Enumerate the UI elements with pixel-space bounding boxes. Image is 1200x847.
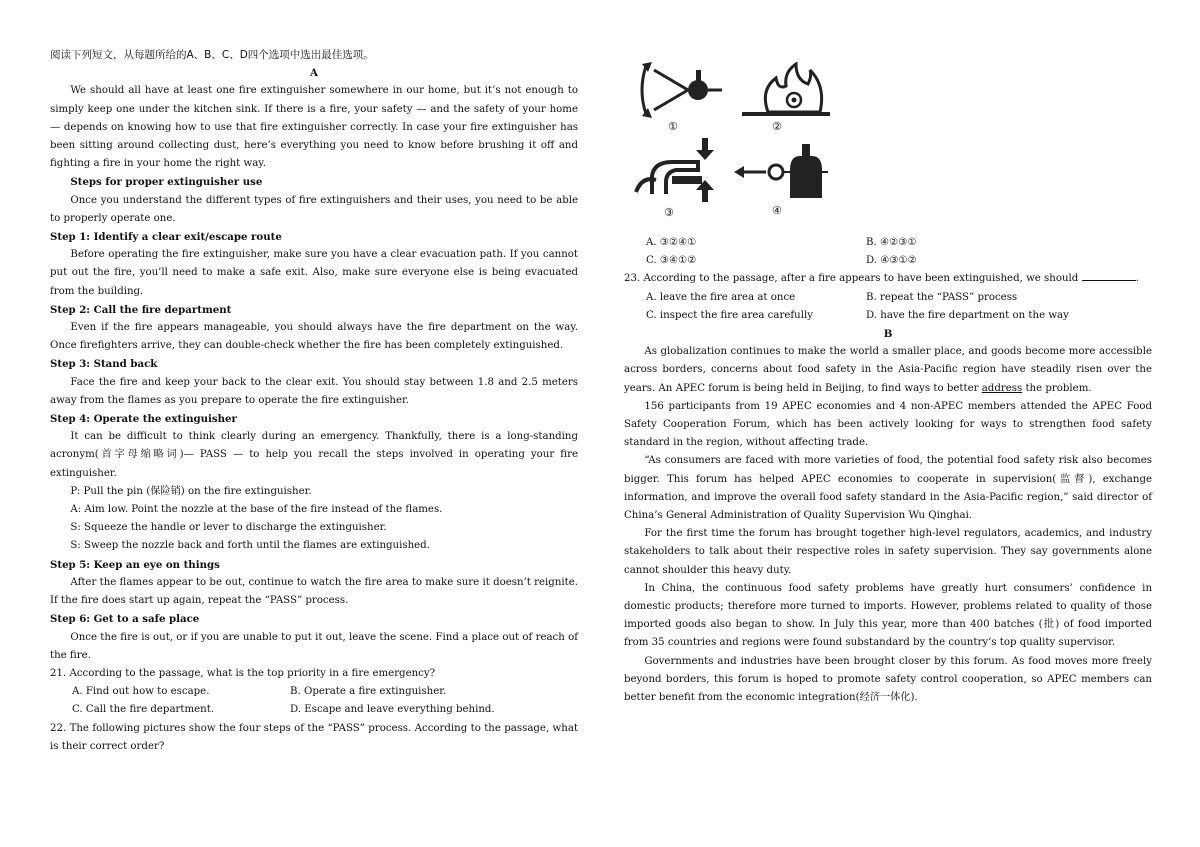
passage-b-para2: 156 participants from 19 APEC economies and 4 non-APEC members attended the APEC Food Safety Cooperation Forum, which has been actively looking for ways to strengthen food safety standard in the region, without affecting trade. bbox=[624, 400, 1152, 449]
passage-a-subtitle: Steps for proper extinguisher use bbox=[70, 176, 263, 189]
step3-text: Face the fire and keep your back to the clear exit. You should stay between 1.8 and 2.5 meters away from the flames as you prepare to operate the fire extinguisher. bbox=[50, 376, 578, 406]
q23-stem-text: 23. According to the passage, after a fire appears to have been extinguished, we should bbox=[624, 273, 1079, 285]
pass-s1: S: Squeeze the handle or lever to discharge the extinguisher. bbox=[70, 522, 387, 534]
step6-title: Step 6: Get to a safe place bbox=[50, 613, 200, 626]
q21-option-d[interactable]: D. Escape and leave everything behind. bbox=[290, 704, 495, 716]
passage-a-para1: We should all have at least one fire extinguisher somewhere in our home, but it’s not enough to simply keep one under the kitchen sink. If there is a fire, your safety — and the safety of your home — depends on knowing how to use that fire extinguisher correctly. In case your fire extinguisher has been sitting around collecting dust, here’s everything you need to know before brushing it off and fighting a fire in your home the right way. bbox=[50, 85, 578, 170]
passage-b-para1-start: As globalization continues to make the world a smaller place, and goods become more accessible across borders, concerns about food safety in the Asia-Pacific region have steadily risen over the years. An APEC forum is being held in Beijing, to find ways to better bbox=[624, 346, 1152, 394]
passage-b-para3: “As consumers are faced with more varieties of food, the potential food safety risk also becomes bigger. This forum has helped APEC economies to cooperate in supervision(监督), exchange information, and improve the overall food safety standard in the Asia-Pacific region,” said director of China’s General Administration of Quality Supervision Wu Qinghai. bbox=[624, 455, 1152, 522]
pass-s2: S: Sweep the nozzle back and forth until the flames are extinguished. bbox=[70, 540, 430, 552]
step4-title: Step 4: Operate the extinguisher bbox=[50, 413, 237, 426]
right-column bbox=[624, 58, 1152, 707]
q22-option-b[interactable]: B. ④②③① bbox=[866, 237, 917, 248]
passage-a-para2: Once you understand the different types of fire extinguishers and their uses, you need to be able to properly operate one. bbox=[50, 194, 578, 224]
step1-text: Before operating the fire extinguisher, make sure you have a clear evacuation path. If you cannot put out the fire, you’ll need to make a safe exit. Also, make sure everyone else is being evacuated from the building. bbox=[50, 249, 578, 297]
q21-option-b[interactable]: B. Operate a fire extinguisher. bbox=[290, 686, 447, 698]
sweep-picture bbox=[636, 58, 726, 120]
q22-options bbox=[624, 234, 1152, 270]
pass-pictures bbox=[624, 58, 1152, 230]
underlined-word: address bbox=[981, 382, 1023, 394]
step5-text: After the flames appear to be out, continue to watch the fire area to make sure it doesn’t reignite. If the fire does start up again, repeat the “PASS” process. bbox=[50, 576, 578, 607]
passage-b-para1 bbox=[624, 343, 1152, 398]
step1-title: Step 1: Identify a clear exit/escape route bbox=[50, 231, 282, 244]
q23-options bbox=[624, 289, 1152, 325]
pic-label-3: ③ bbox=[664, 206, 674, 219]
passage-b-para5: In China, the continuous food safety problems have greatly hurt consumers’ confidence in domestic products; therefore more turned to imports. However, problems related to quality of those imported goods also began to show. In July this year, more than 400 batches (批) of food imported from 35 countries and regions were found substandard by the country’s top quality supervisor. bbox=[624, 582, 1152, 649]
q23-option-b[interactable]: B. repeat the “PASS” process bbox=[866, 291, 1018, 303]
passage-b-para6: Governments and industries have been brought closer by this forum. As food moves more freely beyond borders, this forum is hoped to promote safety control cooperation, so APEC members can better benefit from the economic integration(经济一体化). bbox=[624, 655, 1152, 704]
q21-option-c[interactable]: C. Call the fire department. bbox=[72, 704, 215, 716]
squeeze-picture bbox=[632, 136, 724, 206]
q22-option-c[interactable]: C. ③④①② bbox=[646, 255, 697, 267]
pic-label-2: ② bbox=[772, 120, 782, 133]
q23-option-c[interactable]: C. inspect the fire area carefully bbox=[646, 309, 813, 321]
q23-option-d[interactable]: D. have the fire department on the way bbox=[866, 309, 1069, 321]
q23-option-a[interactable]: A. leave the fire area at once bbox=[646, 291, 796, 303]
q23-stem: 23. According to the passage, after a fire appears to have been extinguished, we should . bbox=[624, 270, 1152, 288]
step4-text: It can be difficult to think clearly during an emergency. Thankfully, there is a long-standing acronym(首字母缩略词)— PASS — to help you recall the steps involved in operating your fire extinguisher. bbox=[50, 431, 578, 479]
q22-option-d[interactable]: D. ④③①② bbox=[866, 255, 917, 267]
pull-pin-picture bbox=[732, 142, 832, 202]
passage-b-letter: B bbox=[883, 328, 893, 341]
q22-stem: 22. The following pictures show the four steps of the “PASS” process. According to the passage, what is their correct order? bbox=[50, 722, 578, 752]
pic-label-4: ④ bbox=[772, 204, 782, 217]
passage-b-para1-end: the problem. bbox=[1022, 382, 1092, 394]
step3-title: Step 3: Stand back bbox=[50, 358, 158, 371]
left-column bbox=[50, 46, 578, 756]
flame-picture bbox=[738, 62, 834, 120]
passage-b-para4: For the first time the forum has brought together high-level regulators, academics, and industry stakeholders to talk about their respective roles in safety supervision. They say governments alone cannot shoulder this heavy duty. bbox=[624, 528, 1152, 576]
q23-blank bbox=[1082, 270, 1136, 281]
passage-a-letter: A bbox=[310, 67, 318, 80]
q22-option-a[interactable]: A. ③②④① bbox=[646, 237, 697, 248]
step6-text: Once the fire is out, or if you are unable to put it out, leave the scene. Find a place out of reach of the fire. bbox=[50, 631, 578, 661]
instruction: 阅读下列短文，从每题所给的A、B、C、D四个选项中选出最佳选项。 bbox=[50, 49, 374, 61]
q21-stem: 21. According to the passage, what is the top priority in a fire emergency? bbox=[50, 667, 436, 679]
q21-options bbox=[50, 683, 578, 719]
step2-title: Step 2: Call the fire department bbox=[50, 303, 232, 316]
pass-p: P: Pull the pin (保险销) on the fire extinguisher. bbox=[70, 485, 312, 497]
pic-label-1: ① bbox=[668, 120, 678, 133]
step5-title: Step 5: Keep an eye on things bbox=[50, 558, 220, 571]
q21-option-a[interactable]: A. Find out how to escape. bbox=[72, 686, 210, 698]
step2-text: Even if the fire appears manageable, you should always have the fire department on the way. Once firefighters arrive, they can double-check whether the fire has been completely extinguished. bbox=[50, 322, 578, 352]
pass-a: A: Aim low. Point the nozzle at the base of the fire instead of the flames. bbox=[70, 504, 443, 516]
